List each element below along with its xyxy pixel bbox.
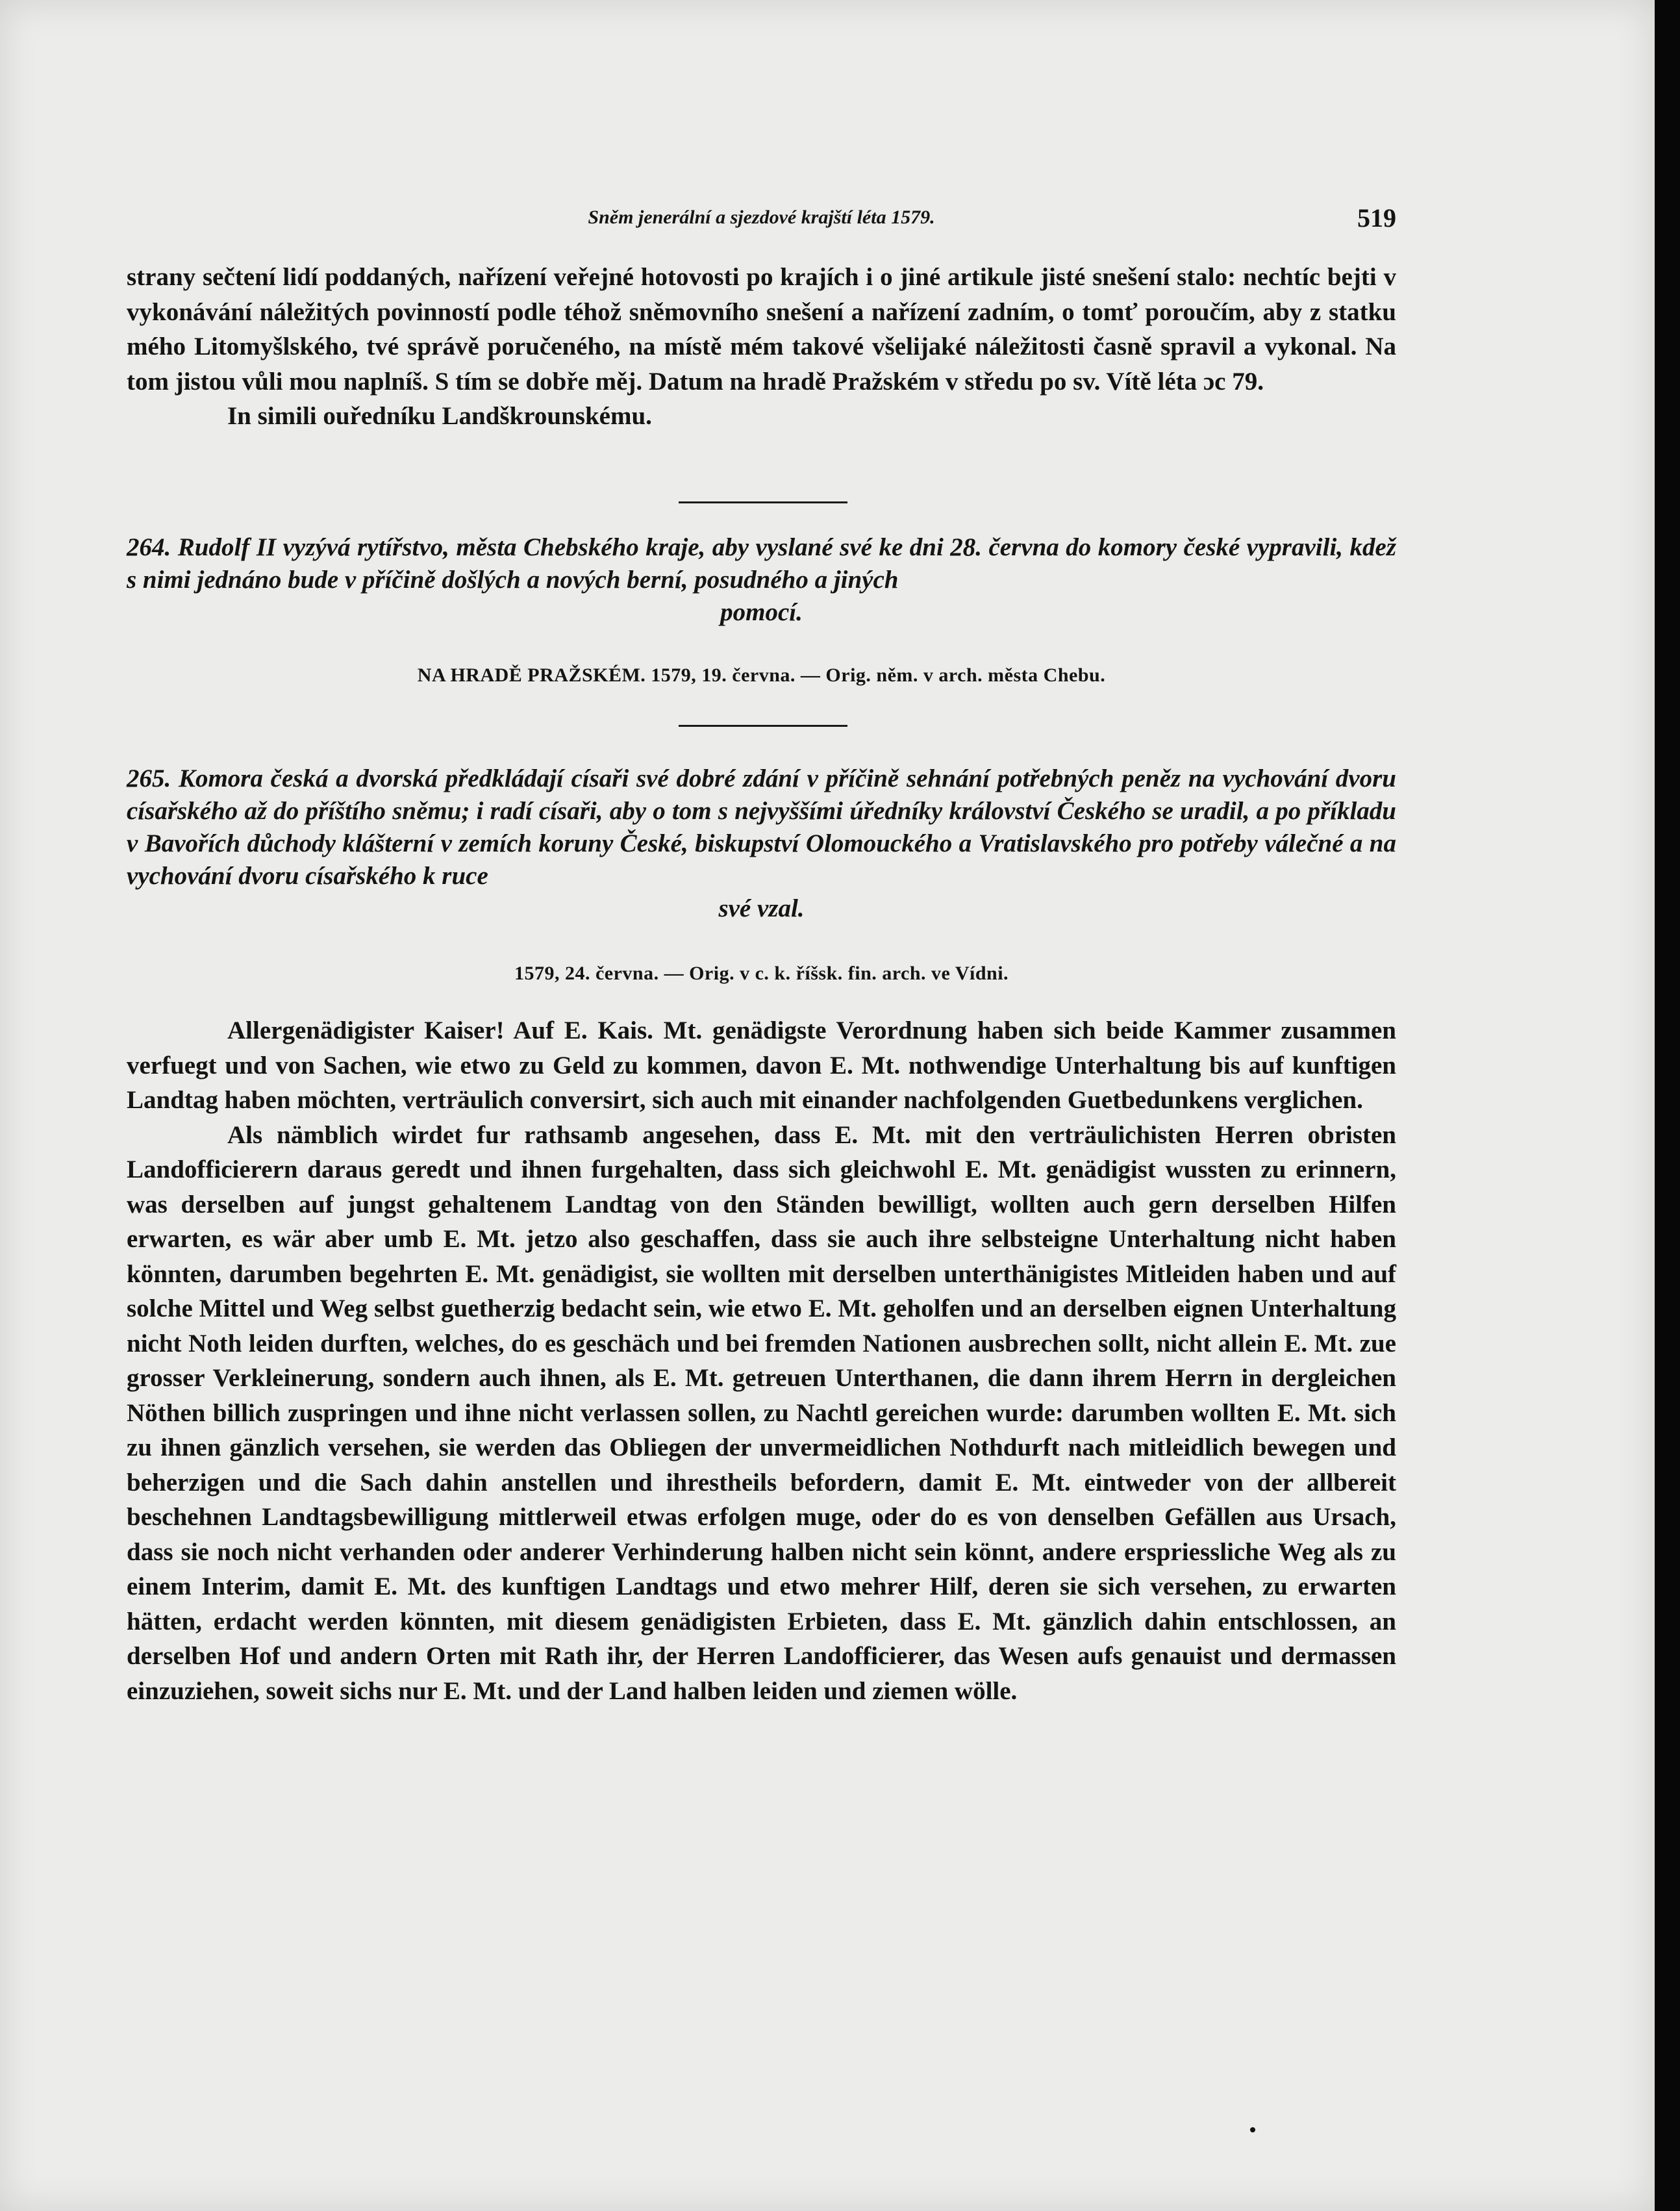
- running-title: Sněm jenerální a sjezdové krajští léta 1579.: [588, 207, 935, 228]
- intro-section: [127, 260, 1396, 434]
- document-264: [127, 531, 1396, 629]
- page-number: 519: [1357, 203, 1396, 233]
- divider-rule: [679, 725, 847, 727]
- body-paragraph-2: Als nämblich wirdet fur rathsamb angesehen, dass E. Mt. mit den verträulichisten Herren obristen Landofficierern daraus geredt und ihnen furgehalten, dass sich gleichwohl E. Mt. genädigist wussten zu erinnern, was derselben auf jungst gehaltenem Landtag von den Ständen bewilligt, wollten auch gern derselben Hilfen erwarten, es wär aber umb E. Mt. jetzo also geschaffen, dass sie auch ihre selbsteigne Unterhaltung nicht haben könnten, darumben begehrten E. Mt. genädigist, sie wollten mit derselben unterthänigistes Mitleiden haben und auf solche Mittel und Weg selbst guetherzig bedacht sein, wie etwo E. Mt. geholfen und an derselben eignen Unterhaltung nicht Noth leiden durften, welches, do es geschäch und bei fremden Nationen ausbrechen sollt, nicht allein E. Mt. zue grosser Verkleinerung, sondern auch ihnen, als E. Mt. getreuen Unterthanen, die dann ihrem Herrn in dergleichen Nöthen billich zuspringen und ihne nicht verlassen sollen, zu Nachtl gereichen wurde: darumben wollten E. Mt. sich zu ihnen gänzlich versehen, sie werden das Obliegen der unvermeidlichen Nothdurft nach mitleidlich bewegen und beherzigen und die Sach dahin anstellen und ihrestheils befordern, damit E. Mt. eintweder von der allbereit beschehnen Landtagsbewilligung mittlerweil etwas erfolgen muge, oder do es von denselben Gefällen aus Ursach, dass sie noch nicht verhanden oder anderer Verhinderung halben nicht sein könnt, andere erspriessliche Weg als zu einem Interim, damit E. Mt. des kunftigen Landtags und etwo mehrer Hilf, deren sie sich versehen, zu erwarten hätten, erdacht werden könnten, mit diesem genädigisten Erbieten, dass E. Mt. gänzlich dahin entschlossen, an derselben Hof und andern Orten mit Rath ihr, der Herren Landofficierer, das Wesen aufs genauist und dermassen einzuziehen, soweit sichs nur E. Mt. und der Land halben leiden und ziemen wölle.: [127, 1120, 1396, 1705]
- ink-speck: [1250, 2127, 1255, 2132]
- intro-paragraph: strany sečtení lidí poddaných, nařízení veřejné hotovosti po krajích i o jiné artikule jisté snešení stalo: nechtíc bejti v vykonávání náležitých povinností podle téhož sněmovního snešení a nařízení zadním, o tomť poroučím, aby z statku mého Litomyšlského, tvé správě poručeného, na místě mém takové všelijaké náležitosti časně spravil a vykonal. Na tom jistou vůli mou naplníš. S tím se dobře měj. Datum na hradě Pražském v středu po sv. Vítě léta ɔc 79.: [127, 263, 1396, 396]
- body-paragraph-1: Allergenädigister Kaiser! Auf E. Kais. Mt. genädigste Verordnung haben sich beide Kammer zusammen verfuegt und von Sachen, wie etwo zu Geld zu kommen, davon E. Mt. nothwendige Unterhaltung bis auf kunftigen Landtag haben möchten, verträulich conversirt, sich auch mit einander nachfolgenden Guetbedunkens verglichen.: [127, 1017, 1396, 1114]
- doc-265-source: 1579, 24. června. — Orig. v c. k. říšsk. fin. arch. ve Vídni.: [514, 963, 1009, 984]
- doc-265-heading: [127, 763, 1396, 925]
- scan-border: [1655, 0, 1680, 2211]
- doc-264-heading-last: pomocí.: [720, 598, 803, 626]
- simili-line: In simili ouředníku Landškrounskému.: [227, 402, 652, 430]
- doc-264-heading-text: 264. Rudolf II vyzývá rytířstvo, města Chebského kraje, aby vyslané své ke dni 28. června do komory české vypravili, kdež s nimi jednáno bude v příčině došlých a nových berní, posudného a jiných: [127, 533, 1396, 594]
- document-265-body: [127, 1013, 1396, 1708]
- running-head: [127, 203, 1396, 233]
- doc-265-heading-text: 265. Komora česká a dvorská předkládají císaři své dobré zdání v příčině sehnání potřebných peněz na vychování dvoru císařského až do příštího sněmu; i radí císaři, aby o tom s nejvyššími úředníky království Českého se uradil, a po příkladu v Bavořích důchody klášterní v zemích koruny České, biskupství Olomouckého a Vratislavského pro potřeby válečné a na vychování dvoru císařského k ruce: [127, 764, 1396, 890]
- divider-rule: [679, 501, 847, 503]
- doc-264-source: NA HRADĚ PRAŽSKÉM. 1579, 19. června. — Orig. něm. v arch. města Chebu.: [417, 664, 1106, 686]
- document-265: [127, 763, 1396, 925]
- doc-264-heading: [127, 531, 1396, 629]
- doc-265-heading-last: své vzal.: [718, 894, 805, 922]
